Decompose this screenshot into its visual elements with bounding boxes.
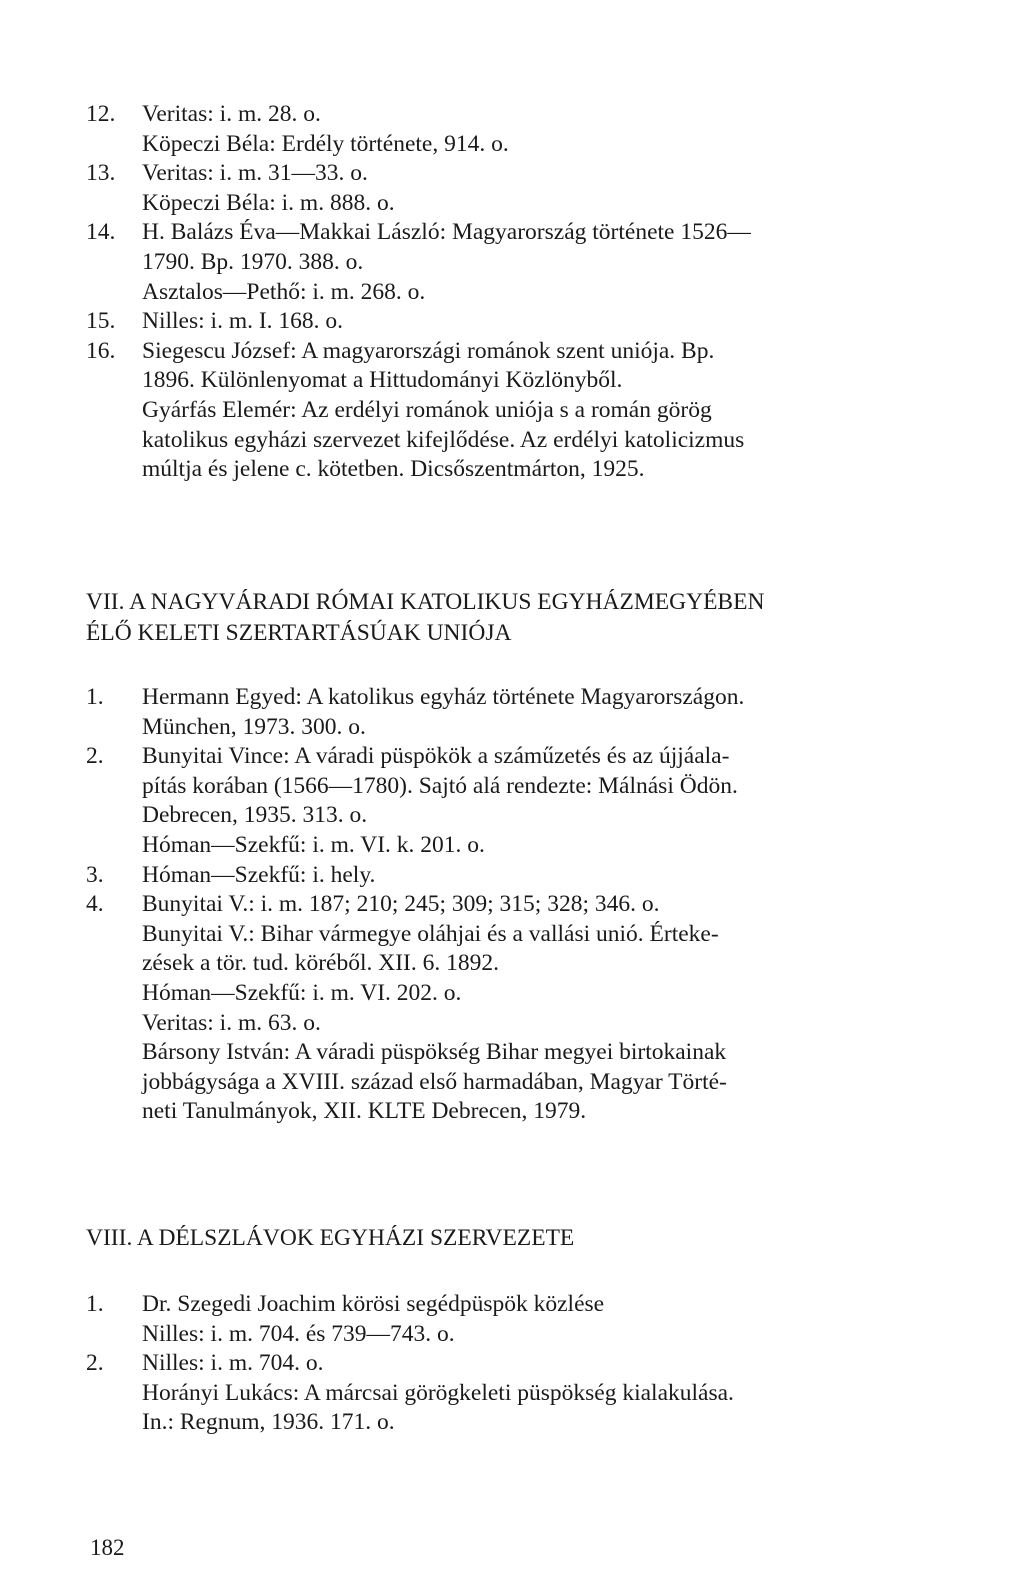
- endnote: [86, 1290, 1006, 1349]
- endnote-line: Nilles: i. m. 704. o.: [142, 1350, 324, 1377]
- endnote-number: 13.: [86, 160, 116, 187]
- endnote-line: Veritas: i. m. 31—33. o.: [142, 160, 368, 187]
- endnotes-chapter-vi: [86, 100, 1006, 485]
- endnote-line: múltja és jelene c. kötetben. Dicsőszentmárton, 1925.: [142, 456, 645, 483]
- endnote-line: In.: Regnum, 1936. 171. o.: [142, 1409, 395, 1436]
- endnote-line: pítás korában (1566—1780). Sajtó alá rendezte: Málnási Ödön.: [142, 772, 738, 799]
- endnote-line: Asztalos—Pethő: i. m. 268. o.: [142, 278, 426, 305]
- endnote-line: Veritas: i. m. 28. o.: [142, 101, 321, 127]
- endnote-line: Bunyitai V.: i. m. 187; 210; 245; 309; 315; 328; 346. o.: [142, 891, 660, 918]
- endnote-line: Bunyitai Vince: A váradi püspökök a száműzetés és az újjáala-: [142, 743, 730, 770]
- endnote-line: Horányi Lukács: A márcsai görögkeleti püspökség kialakulása.: [142, 1379, 734, 1406]
- endnote-line: Köpeczi Béla: i. m. 888. o.: [142, 189, 395, 216]
- endnote: [86, 1349, 1006, 1438]
- endnote-line: 1896. Különlenyomat a Hittudományi Közlönyből.: [142, 367, 623, 394]
- endnote-line: Veritas: i. m. 63. o.: [142, 1009, 321, 1036]
- endnote: [86, 307, 1006, 337]
- endnote-line: jobbágysága a XVIII. század első harmadában, Magyar Törté-: [142, 1068, 727, 1095]
- endnote-line: Bunyitai V.: Bihar vármegye oláhjai és a vallási unió. Érteke-: [142, 920, 719, 947]
- endnote-line: Hóman—Szekfű: i. m. VI. k. 201. o.: [142, 831, 485, 858]
- endnote-number: 2.: [86, 743, 104, 770]
- endnote: [86, 100, 1006, 159]
- endnote-line: zések a tör. tud. köréből. XII. 6. 1892.: [142, 950, 499, 977]
- section-heading-viii: [86, 1223, 996, 1254]
- endnote-line: München, 1973. 300. o.: [142, 713, 366, 740]
- endnote-line: Nilles: i. m. 704. és 739—743. o.: [142, 1320, 455, 1347]
- page-number: 182: [90, 1535, 125, 1560]
- endnote: [86, 159, 1006, 218]
- endnote-line: Köpeczi Béla: Erdély története, 914. o.: [142, 130, 509, 157]
- endnote-line: Hóman—Szekfű: i. hely.: [142, 861, 376, 888]
- endnotes-chapter-viii: [86, 1290, 1006, 1438]
- endnote-line: Hermann Egyed: A katolikus egyház története Magyarországon.: [142, 684, 745, 710]
- endnote-number: 12.: [86, 101, 116, 127]
- endnote-line: katolikus egyházi szervezet kifejlődése. Az erdélyi katolicizmus: [142, 426, 745, 453]
- endnote-line: Dr. Szegedi Joachim körösi segédpüspök közlése: [142, 1291, 605, 1317]
- endnote-line: Debrecen, 1935. 313. o.: [142, 802, 368, 829]
- endnote-line: 1790. Bp. 1970. 388. o.: [142, 248, 364, 275]
- endnote-number: 1.: [86, 1291, 104, 1317]
- endnote: [86, 683, 1006, 742]
- endnote-number: 16.: [86, 337, 116, 364]
- endnote-line: Nilles: i. m. I. 168. o.: [142, 308, 344, 335]
- section-heading-vii: [86, 587, 996, 649]
- endnote: [86, 337, 1006, 485]
- endnote: [86, 218, 1006, 307]
- endnote-number: 1.: [86, 684, 104, 710]
- section-heading-line: VIII. A DÉLSZLÁVOK EGYHÁZI SZERVEZETE: [86, 1225, 575, 1251]
- endnote-line: neti Tanulmányok, XII. KLTE Debrecen, 1979.: [142, 1098, 587, 1125]
- endnotes-chapter-vii: [86, 683, 1006, 1127]
- endnote-number: 15.: [86, 308, 116, 335]
- endnote-line: Gyárfás Elemér: Az erdélyi románok uniója s a román görög: [142, 396, 712, 423]
- endnote-number: 14.: [86, 219, 116, 246]
- endnote-number: 3.: [86, 861, 104, 888]
- endnote: [86, 890, 1006, 1127]
- endnote-line: Hóman—Szekfű: i. m. VI. 202. o.: [142, 979, 462, 1006]
- endnote-number: 4.: [86, 891, 104, 918]
- endnote: [86, 742, 1006, 860]
- endnote: [86, 861, 1006, 891]
- section-heading-line: ÉLŐ KELETI SZERTARTÁSÚAK UNIÓJA: [86, 620, 512, 646]
- endnote-line: Siegescu József: A magyarországi románok szent uniója. Bp.: [142, 337, 715, 364]
- section-heading-line: VII. A NAGYVÁRADI RÓMAI KATOLIKUS EGYHÁZMEGYÉBEN: [86, 589, 765, 615]
- endnote-number: 2.: [86, 1350, 104, 1377]
- endnote-line: Bársony István: A váradi püspökség Bihar megyei birtokainak: [142, 1039, 727, 1066]
- endnote-line: H. Balázs Éva—Makkai László: Magyarország története 1526—: [142, 219, 751, 246]
